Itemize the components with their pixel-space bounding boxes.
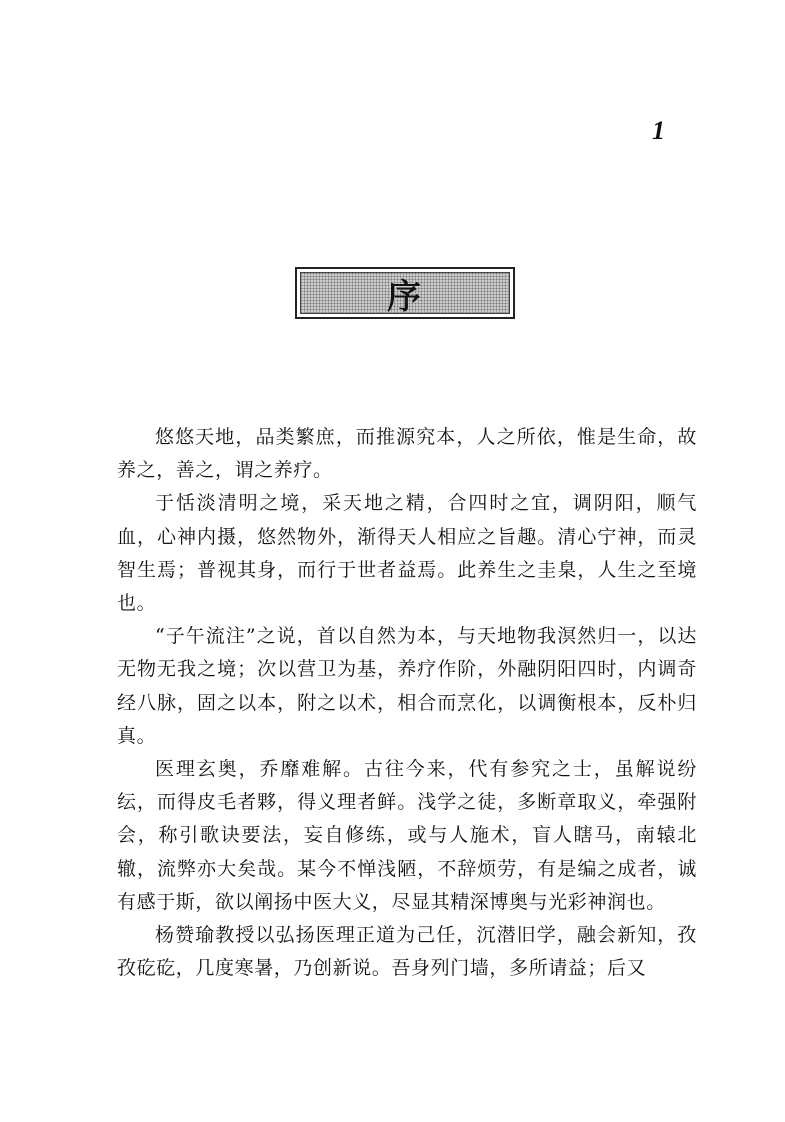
paragraph: 医理玄奥，乔靡难解。古往今来，代有参究之士，虽解说纷纭，而得皮毛者夥，得义理者鲜。浅学之徒，多断章取义，牵强附会，称引歌诀要法，妄自修练，或与人施术，盲人瞎马，南辕北辙，流弊亦大矣哉。某今不惮浅陋，不辞烦劳，有是编之成者，诚有感于斯，欲以阐扬中医大义，尽显其精深博奥与光彩神润也。 — [117, 758, 697, 913]
paragraph: 于恬淡清明之境，采天地之精，合四时之宜，调阴阳，顺气血，心神内摄，悠然物外，渐得天人相应之旨趣。清心宁神，而灵智生焉；普视其身，而行于世者益焉。此养生之圭臬，人生之至境也。 — [117, 492, 697, 615]
title-box — [295, 267, 515, 319]
paragraph: “子午流注”之说，首以自然为本，与天地物我溟然归一，以达无物无我之境；次以营卫为基，养疗作阶，外融阴阳四时，内调奇经八脉，固之以本，附之以术，相合而烹化，以调衡根本，反朴归真。 — [117, 625, 697, 747]
paragraph: 杨赞瑜教授以弘扬医理正道为己任，沉潜旧学，融会新知，孜孜矻矻，几度寒暑，乃创新说。吾身列门墙，多所请益；后又 — [117, 924, 697, 980]
body-text — [117, 421, 697, 985]
page-number: 1 — [652, 116, 665, 145]
paragraph: 悠悠天地，品类繁庶，而推源究本，人之所依，惟是生命，故养之，善之，谓之养疗。 — [117, 426, 697, 482]
page-title: 序 — [387, 276, 423, 317]
